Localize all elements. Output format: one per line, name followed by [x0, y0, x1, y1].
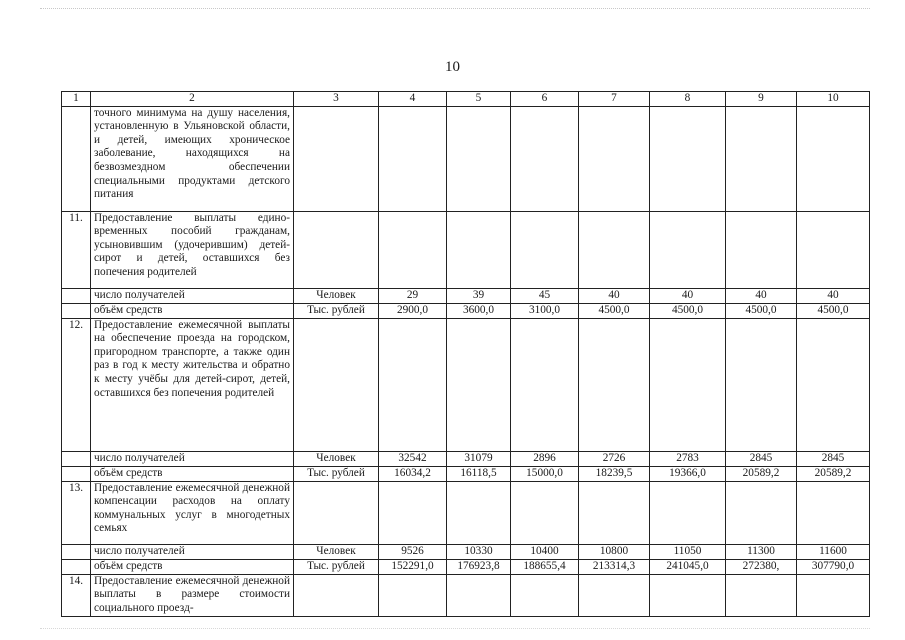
value-cell: 152291,0 [379, 559, 447, 574]
value-cell: 16118,5 [447, 466, 511, 481]
empty-cell [447, 211, 511, 288]
empty-cell [650, 318, 726, 451]
value-cell: 20589,2 [797, 466, 870, 481]
column-number: 10 [797, 92, 870, 107]
value-cell: 9526 [379, 544, 447, 559]
empty-cell [650, 211, 726, 288]
value-cell: 307790,0 [797, 559, 870, 574]
empty-cell [379, 574, 447, 616]
column-number: 9 [726, 92, 797, 107]
empty-cell [511, 481, 579, 544]
value-cell: 19366,0 [650, 466, 726, 481]
value-cell: 11300 [726, 544, 797, 559]
row-number: 14. [62, 574, 91, 616]
empty-cell [62, 303, 91, 318]
unit-cell: Человек [294, 288, 379, 303]
measure-row [62, 106, 870, 211]
measure-row [62, 211, 870, 288]
value-cell: 18239,5 [579, 466, 650, 481]
empty-cell [797, 106, 870, 211]
column-number: 4 [379, 92, 447, 107]
value-cell: 2783 [650, 451, 726, 466]
empty-cell [447, 106, 511, 211]
measure-description: Предоставление ежемесячной денежной компенсации расходов на оплату коммунальных услуг в многодетных семьях [91, 481, 294, 544]
unit-cell: Тыс. рублей [294, 466, 379, 481]
empty-cell [511, 211, 579, 288]
value-cell: 15000,0 [511, 466, 579, 481]
value-cell: 4500,0 [650, 303, 726, 318]
row-number [62, 106, 91, 211]
measure-description: Предоставление ежемесячной выплаты на обеспечение проезда на городском, пригородном транспорте, а также один раз в год к месту жительства и обратно к месту учёбы для детей-сирот, детей, оставшихся без попечения родителей [91, 318, 294, 451]
column-number: 7 [579, 92, 650, 107]
table-body [62, 92, 870, 617]
empty-cell [650, 481, 726, 544]
empty-cell [726, 481, 797, 544]
value-cell: 213314,3 [579, 559, 650, 574]
column-number: 3 [294, 92, 379, 107]
row-number: 12. [62, 318, 91, 451]
value-cell: 40 [650, 288, 726, 303]
empty-cell [579, 574, 650, 616]
value-cell: 29 [379, 288, 447, 303]
empty-cell [447, 481, 511, 544]
indicator-row [62, 451, 870, 466]
empty-cell [62, 288, 91, 303]
empty-cell [726, 574, 797, 616]
value-cell: 11600 [797, 544, 870, 559]
value-cell: 2845 [797, 451, 870, 466]
indicator-row [62, 544, 870, 559]
value-cell: 31079 [447, 451, 511, 466]
measure-description: Предоставление ежемесячной денежной выплаты в размере стоимости социального проезд- [91, 574, 294, 616]
value-cell: 2896 [511, 451, 579, 466]
empty-cell [62, 451, 91, 466]
empty-cell [447, 574, 511, 616]
empty-cell [294, 574, 379, 616]
column-number: 8 [650, 92, 726, 107]
value-cell: 11050 [650, 544, 726, 559]
indicator-row [62, 303, 870, 318]
measure-row [62, 481, 870, 544]
value-cell: 10330 [447, 544, 511, 559]
indicator-label: число получателей [91, 544, 294, 559]
indicator-label: число получателей [91, 451, 294, 466]
indicator-label: объём средств [91, 303, 294, 318]
empty-cell [511, 318, 579, 451]
unit-cell: Тыс. рублей [294, 303, 379, 318]
empty-cell [379, 318, 447, 451]
empty-cell [726, 318, 797, 451]
empty-cell [511, 106, 579, 211]
value-cell: 2900,0 [379, 303, 447, 318]
measure-description: Предоставление выплаты единовременных пособий гражданам, усыновившим (удочерившим) детей-сирот и детей, оставшихся без попечения родителей [91, 211, 294, 288]
empty-cell [294, 481, 379, 544]
empty-cell [650, 106, 726, 211]
scan-bottom-border [40, 628, 870, 629]
value-cell: 4500,0 [579, 303, 650, 318]
empty-cell [726, 106, 797, 211]
indicator-label: число получателей [91, 288, 294, 303]
empty-cell [447, 318, 511, 451]
value-cell: 3100,0 [511, 303, 579, 318]
value-cell: 40 [726, 288, 797, 303]
value-cell: 32542 [379, 451, 447, 466]
measure-description: точного минимума на душу населения, установленную в Ульяновской области, и детей, имеющих хроническое заболевание, находящихся на безвозмездном обеспечении специальными продуктами детского питания [91, 106, 294, 211]
value-cell: 16034,2 [379, 466, 447, 481]
empty-cell [726, 211, 797, 288]
empty-cell [579, 106, 650, 211]
row-number: 11. [62, 211, 91, 288]
indicator-row [62, 288, 870, 303]
value-cell: 45 [511, 288, 579, 303]
empty-cell [797, 481, 870, 544]
program-table [61, 91, 870, 617]
value-cell: 241045,0 [650, 559, 726, 574]
unit-cell: Человек [294, 544, 379, 559]
empty-cell [62, 544, 91, 559]
empty-cell [62, 466, 91, 481]
empty-cell [62, 559, 91, 574]
empty-cell [797, 211, 870, 288]
indicator-row [62, 466, 870, 481]
indicator-label: объём средств [91, 466, 294, 481]
measure-row [62, 318, 870, 451]
value-cell: 272380, [726, 559, 797, 574]
page-number: 10 [445, 59, 460, 75]
column-number: 6 [511, 92, 579, 107]
empty-cell [379, 481, 447, 544]
empty-cell [797, 318, 870, 451]
empty-cell [379, 211, 447, 288]
value-cell: 176923,8 [447, 559, 511, 574]
scan-top-border [40, 8, 870, 9]
unit-cell: Тыс. рублей [294, 559, 379, 574]
indicator-label: объём средств [91, 559, 294, 574]
empty-cell [650, 574, 726, 616]
value-cell: 4500,0 [726, 303, 797, 318]
value-cell: 3600,0 [447, 303, 511, 318]
unit-cell: Человек [294, 451, 379, 466]
value-cell: 40 [579, 288, 650, 303]
empty-cell [579, 211, 650, 288]
row-number: 13. [62, 481, 91, 544]
empty-cell [379, 106, 447, 211]
value-cell: 10800 [579, 544, 650, 559]
value-cell: 40 [797, 288, 870, 303]
value-cell: 2845 [726, 451, 797, 466]
indicator-row [62, 559, 870, 574]
empty-cell [294, 106, 379, 211]
value-cell: 4500,0 [797, 303, 870, 318]
empty-cell [797, 574, 870, 616]
value-cell: 10400 [511, 544, 579, 559]
empty-cell [294, 318, 379, 451]
empty-cell [579, 318, 650, 451]
measure-row [62, 574, 870, 616]
empty-cell [294, 211, 379, 288]
empty-cell [579, 481, 650, 544]
value-cell: 39 [447, 288, 511, 303]
column-number: 2 [91, 92, 294, 107]
column-number: 5 [447, 92, 511, 107]
value-cell: 188655,4 [511, 559, 579, 574]
column-number-row [62, 92, 870, 107]
value-cell: 2726 [579, 451, 650, 466]
value-cell: 20589,2 [726, 466, 797, 481]
empty-cell [511, 574, 579, 616]
column-number: 1 [62, 92, 91, 107]
